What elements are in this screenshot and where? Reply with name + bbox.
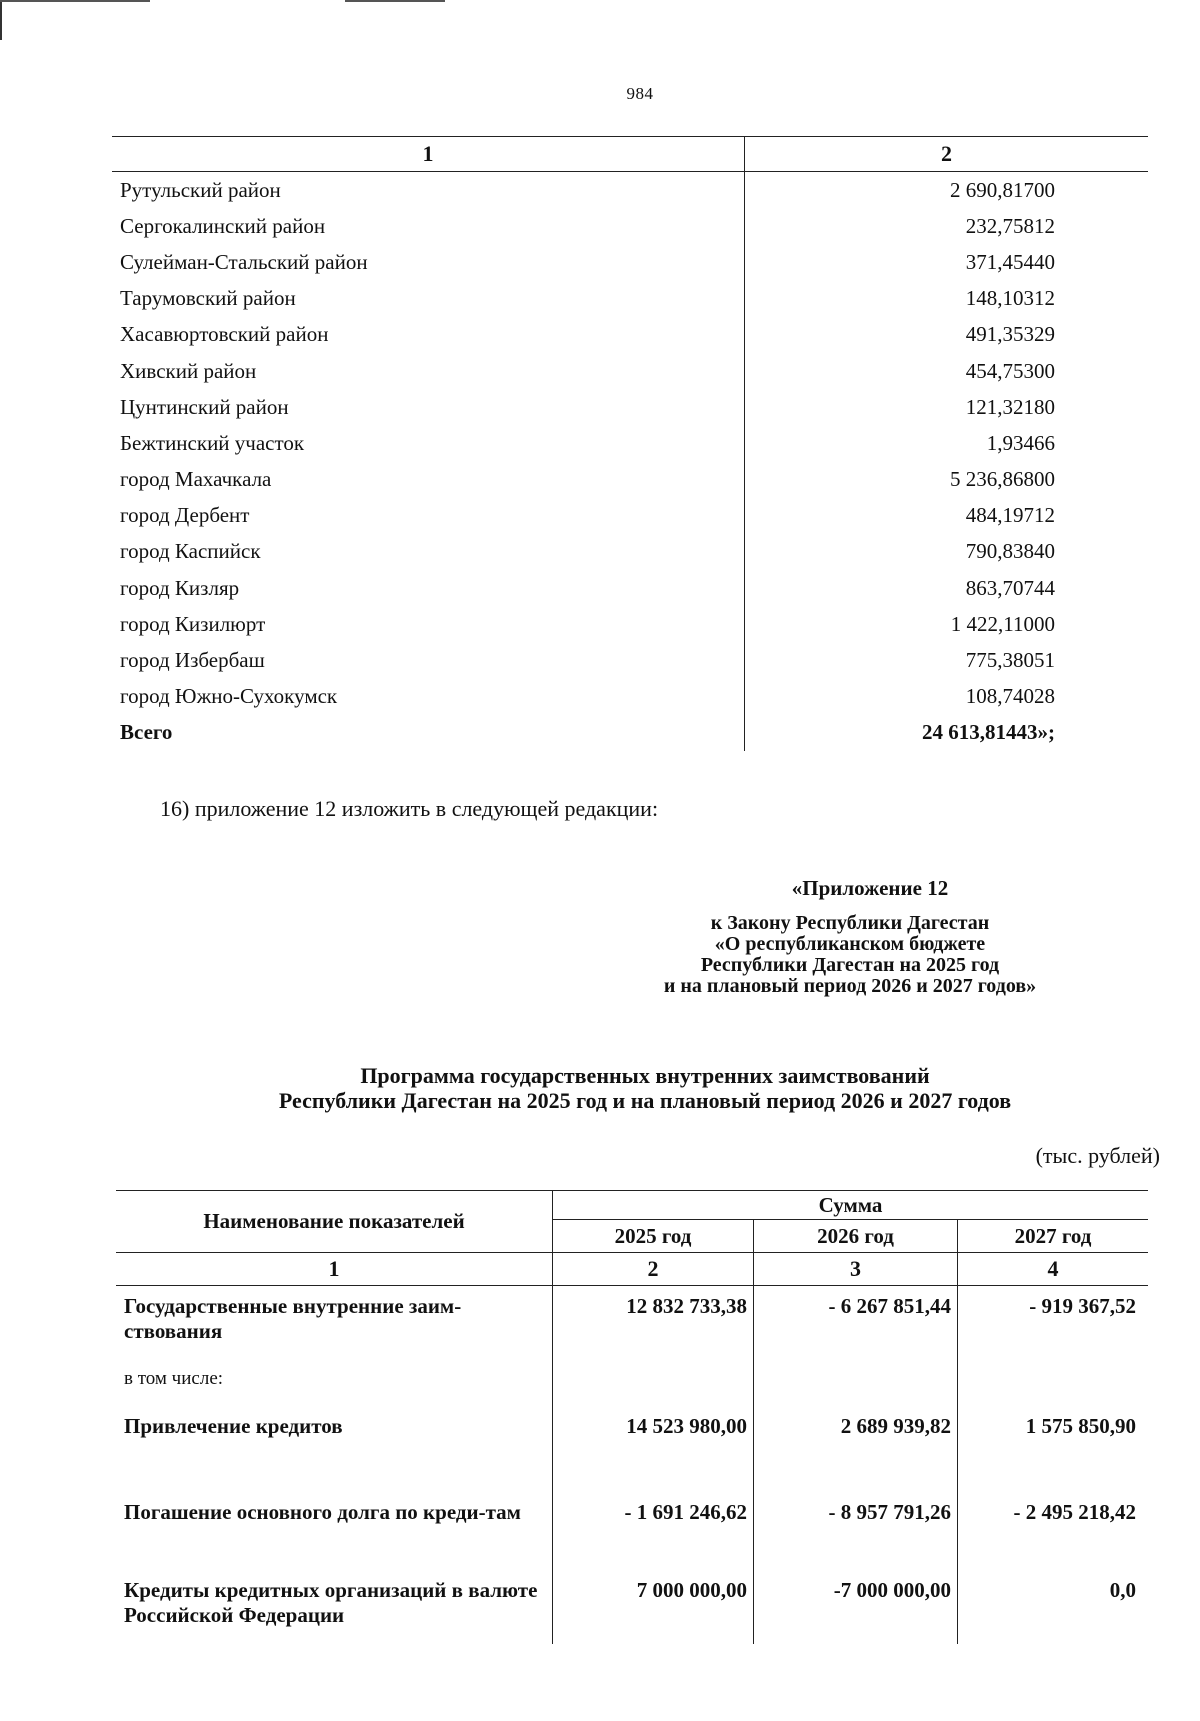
total-value: 24 613,81443»; [922,720,1055,745]
column-number: 3 [754,1253,958,1286]
table-row [116,1492,1148,1570]
district-value: 148,10312 [965,286,1055,311]
column-number: 2 [553,1253,754,1286]
district-value: 484,19712 [965,503,1055,528]
table-row [112,679,1148,715]
appendix-line: к Закону Республики Дагестан [710,912,990,934]
column-number: 1 [116,1253,553,1286]
value-2026: - 6 267 851,44 [754,1286,958,1361]
table-row [116,1360,1148,1406]
total-row [112,715,1148,751]
table-row [112,244,1148,280]
district-value: 108,74028 [965,684,1055,709]
scan-top-artifact [0,0,150,2]
appendix-header [600,878,1100,997]
indicator-name: Погашение основного долга по креди-там [116,1492,553,1570]
column-number-row [116,1253,1148,1286]
district-name: Сулейман-Стальский район [112,244,745,280]
value-2026: -7 000 000,00 [754,1570,958,1644]
units-label: (тыс. рублей) [1035,1143,1160,1168]
column-header-sum: Сумма [553,1191,1149,1220]
appendix-line: и на плановый период 2026 и 2027 годов» [663,975,1037,997]
scan-edge-artifact [0,0,2,40]
district-name: город Кизляр [112,570,745,606]
column-header-name: Наименование показателей [116,1191,553,1253]
district-name: город Махачкала [112,462,745,498]
indicator-name: Государственные внутренние заим-ствования [116,1286,553,1361]
table-row [112,498,1148,534]
total-label: Всего [112,715,745,751]
district-name: город Дербент [112,498,745,534]
district-name: город Южно-Сухокумск [112,679,745,715]
district-name: город Кизилюрт [112,606,745,642]
table-row [112,353,1148,389]
district-allocation-table [112,136,1148,751]
district-value: 2 690,81700 [950,177,1055,202]
table-row [116,1406,1148,1492]
appendix-line: «О республиканском бюджете [714,933,986,955]
column-number: 4 [958,1253,1149,1286]
page-number: 984 [626,84,654,103]
value-2025 [553,1360,754,1406]
district-name: Рутульский район [112,172,745,209]
district-value: 775,38051 [965,648,1055,673]
district-value: 1,93466 [986,430,1055,455]
table-row [112,606,1148,642]
column-header-2027: 2027 год [958,1220,1149,1253]
table-row [112,208,1148,244]
district-value: 863,70744 [965,575,1055,600]
value-2027: 1 575 850,90 [1025,1414,1136,1438]
indicator-name: Привлечение кредитов [116,1406,553,1492]
column-header-2025: 2025 год [553,1220,754,1253]
table-row [112,281,1148,317]
district-name: Тарумовский район [112,281,745,317]
table-row [112,389,1148,425]
table-row [112,317,1148,353]
table-row [112,642,1148,678]
table-row [116,1286,1148,1361]
program-title-line: Республики Дагестан на 2025 год и на плановый период 2026 и 2027 годов [278,1088,1012,1113]
district-name: город Избербаш [112,642,745,678]
value-2025: - 1 691 246,62 [553,1492,754,1570]
indicator-name: Кредиты кредитных организаций в валюте Российской Федерации [116,1570,553,1644]
district-value: 454,75300 [965,358,1055,383]
table-header-row [116,1191,1148,1220]
borrowing-program-table [116,1190,1148,1644]
district-name: Хивский район [112,353,745,389]
program-title [150,1063,1140,1113]
table-row [112,570,1148,606]
value-2027 [958,1360,1149,1406]
district-name: город Каспийск [112,534,745,570]
appendix-heading: «Приложение 12 [791,876,949,900]
value-2027: 0,0 [1109,1578,1136,1602]
district-value: 5 236,86800 [950,467,1055,492]
district-value: 121,32180 [965,394,1055,419]
value-2025: 7 000 000,00 [553,1570,754,1644]
district-name: Бежтинский участок [112,425,745,461]
district-value: 491,35329 [965,322,1055,347]
district-name: Цунтинский район [112,389,745,425]
district-name: Хасавюртовский район [112,317,745,353]
district-value: 232,75812 [965,213,1055,238]
table-row [112,425,1148,461]
table-header-row [112,137,1148,172]
table-row [112,172,1148,209]
column-header-1: 1 [112,137,745,172]
table-row [112,534,1148,570]
column-header-2026: 2026 год [754,1220,958,1253]
value-2026: 2 689 939,82 [754,1406,958,1492]
district-value: 1 422,11000 [950,611,1055,636]
column-header-2: 2 [745,137,1149,172]
value-2026: - 8 957 791,26 [754,1492,958,1570]
appendix-line: Республики Дагестан на 2025 год [700,954,1000,976]
table-row [112,462,1148,498]
value-2027: - 2 495 218,42 [1013,1500,1136,1524]
program-title-line: Программа государственных внутренних заимствований [360,1063,930,1088]
scan-top-artifact [345,0,445,2]
indicator-subheading: в том числе: [116,1360,553,1406]
amendment-instruction: 16) приложение 12 изложить в следующей редакции: [160,796,659,821]
value-2026 [754,1360,958,1406]
table-row [116,1570,1148,1644]
value-2027: - 919 367,52 [1029,1294,1136,1318]
district-value: 371,45440 [965,249,1055,274]
district-name: Сергокалинский район [112,208,745,244]
district-value: 790,83840 [965,539,1055,564]
value-2025: 12 832 733,38 [553,1286,754,1361]
value-2025: 14 523 980,00 [553,1406,754,1492]
